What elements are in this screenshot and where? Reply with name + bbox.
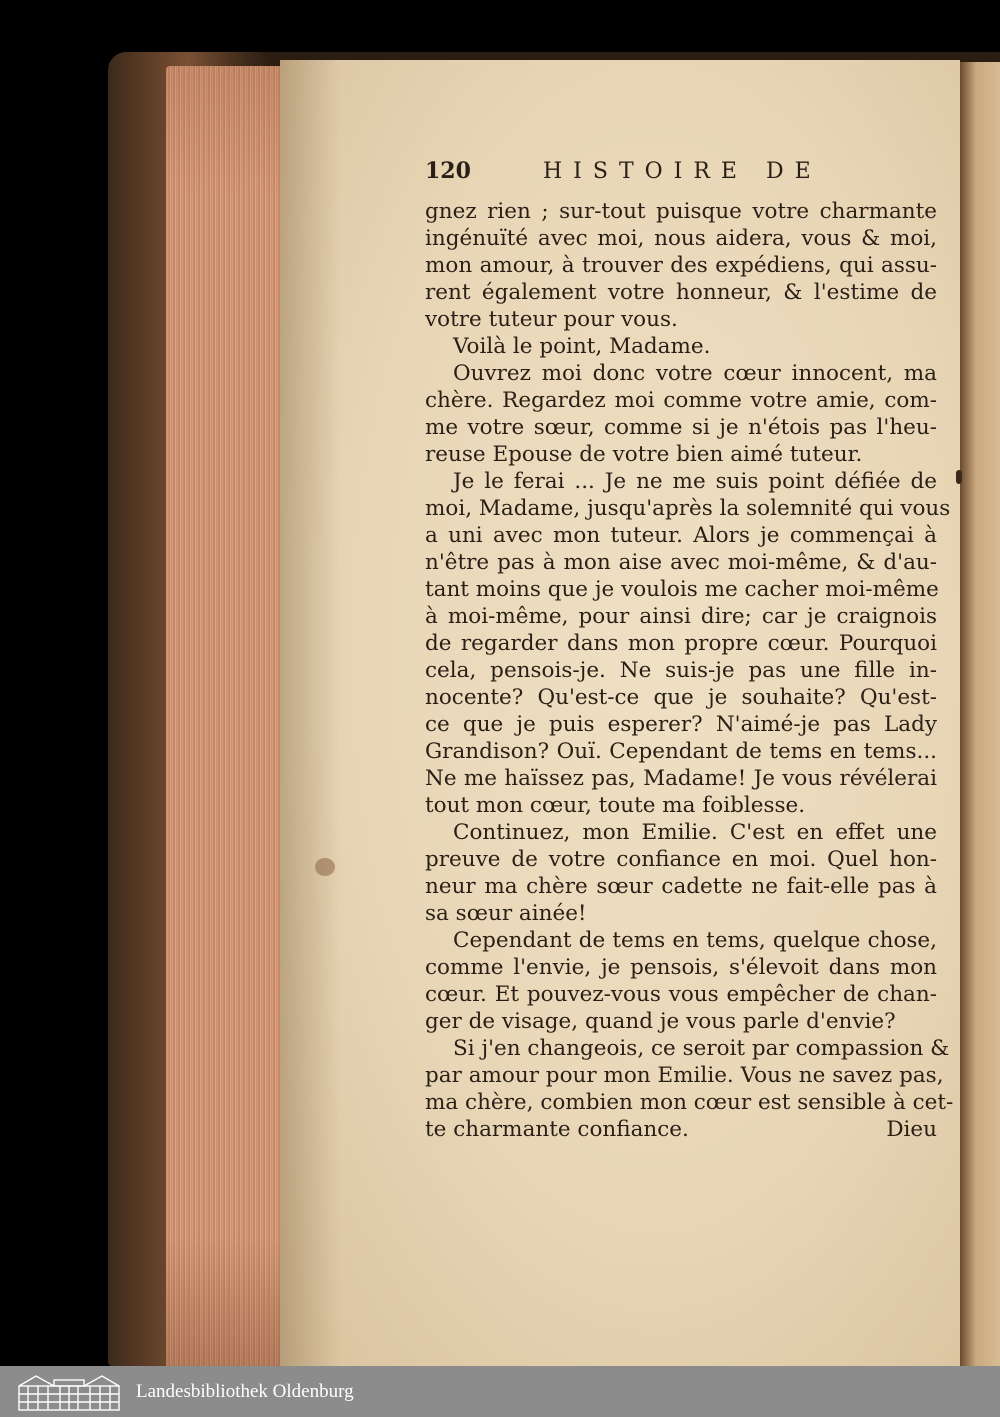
catchword: Dieu	[886, 1117, 937, 1142]
text-line: Si j'en changeois, ce seroit par compassion &	[453, 1036, 950, 1061]
library-footer-bar	[0, 1366, 1000, 1417]
library-building-icon	[16, 1372, 122, 1412]
text-line: de regarder dans mon propre cœur. Pourquoi	[425, 631, 937, 656]
text-line: mon amour, à trouver des expédiens, qui assu-	[425, 253, 937, 278]
text-line: n'être pas à mon aise avec moi-même, & d'au-	[425, 550, 937, 575]
text-line: Cependant de tems en tems, quelque chose,	[453, 928, 937, 953]
text-line: Continuez, mon Emilie. C'est en effet une	[453, 820, 937, 845]
text-line: reuse Epouse de votre bien aimé tuteur.	[425, 442, 863, 467]
paper-stain	[315, 858, 335, 876]
text-line: cœur. Et pouvez-vous vous empêcher de chan-	[425, 982, 937, 1007]
text-line: rent également votre honneur, & l'estime de	[425, 280, 937, 305]
text-line: Ne me haïssez pas, Madame! Je vous révélerai	[425, 766, 937, 791]
page-number: 120	[425, 158, 471, 184]
text-line: neur ma chère sœur cadette ne fait-elle pas à	[425, 874, 937, 899]
text-line: comme l'envie, je pensois, s'élevoit dans mon	[425, 955, 937, 980]
running-head: HISTOIRE DE	[543, 159, 822, 184]
text-line: a uni avec mon tuteur. Alors je commençai à	[425, 523, 937, 548]
text-line: Ouvrez moi donc votre cœur innocent, ma	[453, 361, 937, 386]
text-line: tant moins que je voulois me cacher moi-même	[425, 577, 939, 602]
text-line: ingénuïté avec moi, nous aidera, vous & moi,	[425, 226, 937, 251]
text-line: te charmante confiance.	[425, 1117, 689, 1142]
text-line: me votre sœur, comme si je n'étois pas l'heu-	[425, 415, 937, 440]
library-name: Landesbibliothek Oldenburg	[136, 1380, 354, 1402]
page-header	[425, 158, 937, 198]
text-line: chère. Regardez moi comme votre amie, com-	[425, 388, 937, 413]
gutter-shadow	[280, 60, 340, 1366]
page-mark	[956, 470, 962, 484]
text-line: nocente? Qu'est-ce que je souhaite? Qu'est-	[425, 685, 937, 710]
text-line: cela, pensois-je. Ne suis-je pas une fille in-	[425, 658, 937, 683]
text-line: Voilà le point, Madame.	[453, 334, 711, 359]
text-line: ce que je puis esperer? N'aimé-je pas Lady	[425, 712, 937, 737]
text-line: preuve de votre confiance en moi. Quel hon-	[425, 847, 937, 872]
text-line: gnez rien ; sur-tout puisque votre charmante	[425, 199, 937, 224]
text-line: ger de visage, quand je vous parle d'envie?	[425, 1009, 896, 1034]
page-edges	[166, 66, 296, 1366]
text-line: Grandison? Ouï. Cependant de tems en tems...	[425, 739, 937, 764]
text-line: moi, Madame, jusqu'après la solemnité qui vous	[425, 496, 951, 521]
text-line: sa sœur ainée!	[425, 901, 587, 926]
text-line: tout mon cœur, toute ma foiblesse.	[425, 793, 806, 818]
text-line-with-catchword	[425, 1116, 937, 1143]
text-line: votre tuteur pour vous.	[425, 307, 678, 332]
text-line: par amour pour mon Emilie. Vous ne savez pas,	[425, 1063, 944, 1088]
page-text-block	[425, 158, 954, 1143]
text-line: Je le ferai ... Je ne me suis point défiée de	[453, 469, 937, 494]
facing-page-edge	[960, 62, 1000, 1366]
text-line: à moi-même, pour ainsi dire; car je craignois	[425, 604, 937, 629]
text-line: ma chère, combien mon cœur est sensible à cet-	[425, 1090, 954, 1115]
